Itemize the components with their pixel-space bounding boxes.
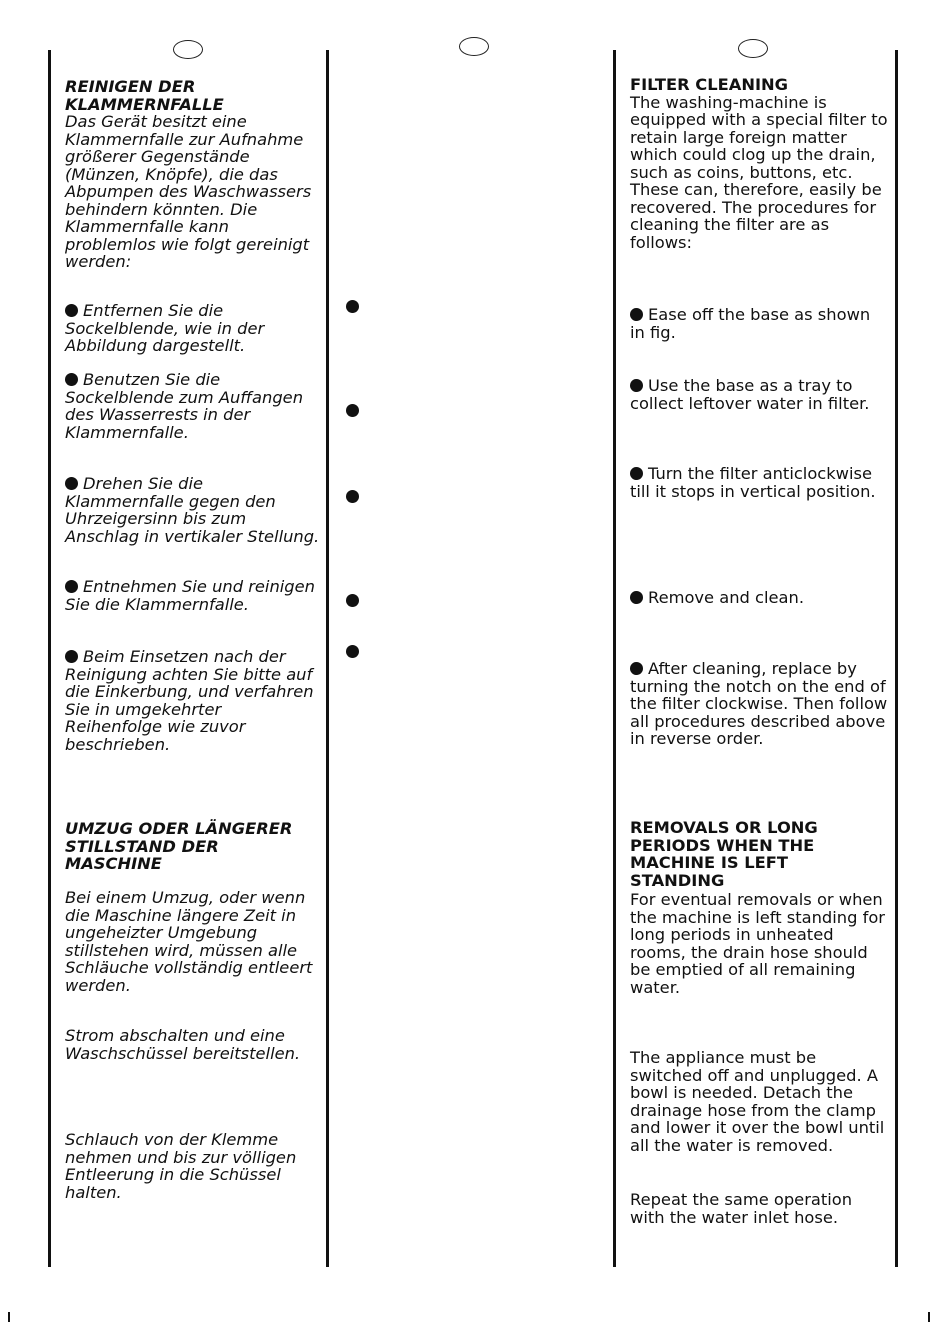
bullet-icon bbox=[65, 580, 78, 593]
bullet-icon bbox=[65, 373, 78, 386]
crop-mark-right bbox=[928, 1312, 930, 1322]
bullet-icon bbox=[630, 308, 643, 321]
middle-bullet-3-icon bbox=[346, 490, 359, 503]
bullet-icon bbox=[630, 662, 643, 675]
english-removal-text-3: Repeat the same operation with the water inlet hose. bbox=[630, 1190, 853, 1227]
english-step-3: Turn the filter anticlockwise till it stops in vertical position. bbox=[630, 464, 876, 501]
bullet-icon bbox=[65, 650, 78, 663]
german-filter-heading: REINIGEN DER KLAMMERNFALLE bbox=[65, 77, 224, 114]
language-oval-german bbox=[173, 40, 203, 59]
middle-bullet-5-icon bbox=[346, 645, 359, 658]
german-removal-text-2: Strom abschalten und eine Waschschüssel bereitstellen. bbox=[65, 1026, 301, 1063]
english-removal-heading: REMOVALS OR LONG PERIODS WHEN THE MACHINE IS LEFT STANDING bbox=[630, 818, 818, 890]
left-column-border bbox=[48, 50, 51, 1267]
german-step-3: Drehen Sie die Klammernfalle gegen den Uhrzeigersinn bis zum Anschlag in vertikaler Stellung. bbox=[65, 474, 320, 546]
language-oval-english bbox=[738, 39, 768, 58]
german-removal-text-3: Schlauch von der Klemme nehmen und bis zur völligen Entleerung in die Schüssel halten. bbox=[65, 1130, 297, 1202]
bullet-icon bbox=[630, 591, 643, 604]
german-step-4: Entnehmen Sie und reinigen Sie die Klammernfalle. bbox=[65, 577, 315, 614]
bullet-icon bbox=[65, 477, 78, 490]
middle-left-column-border bbox=[326, 50, 329, 1267]
english-step-1: Ease off the base as shown in fig. bbox=[630, 305, 871, 342]
german-step-1: Entfernen Sie die Sockelblende, wie in der Abbildung dargestellt. bbox=[65, 301, 265, 355]
middle-bullet-1-icon bbox=[346, 300, 359, 313]
english-step-4: Remove and clean. bbox=[630, 589, 888, 607]
language-oval-middle bbox=[459, 37, 489, 56]
english-filter-heading: FILTER CLEANING bbox=[630, 75, 789, 94]
english-filter-intro: The washing-machine is equipped with a special filter to retain large foreign matter which could clog up the drain, such as coins, buttons, etc. These can, therefore, easily be recovered. The procedures for cleaning the filter are as follows: bbox=[630, 92, 888, 252]
english-step-5: After cleaning, replace by turning the notch on the end of the filter clockwise. Then follow all procedures described above in reverse order. bbox=[630, 659, 888, 748]
crop-mark-left bbox=[8, 1312, 10, 1322]
middle-bullet-2-icon bbox=[346, 404, 359, 417]
english-removal-text-1: For eventual removals or when the machine is left standing for long periods in unheated rooms, the drain hose should be emptied of all remaining water. bbox=[630, 890, 885, 997]
german-removal-text-1: Bei einem Umzug, oder wenn die Maschine längere Zeit in ungeheizter Umgebung stillstehen wird, müssen alle Schläuche vollständig entleert werden. bbox=[65, 888, 313, 995]
middle-right-column-border bbox=[613, 50, 616, 1267]
bullet-icon bbox=[65, 304, 78, 317]
german-removal-heading: UMZUG ODER LÄNGERER STILLSTAND DER MASCHINE bbox=[65, 819, 293, 873]
german-filter-intro: Das Gerät besitzt eine Klammernfalle zur Aufnahme größerer Gegenstände (Münzen, Knöpfe), die das Abpumpen des Waschwassers behindern könnten. Die Klammernfalle kann problemlos wie folgt gereinigt werden: bbox=[65, 112, 312, 271]
german-step-5: Beim Einsetzen nach der Reinigung achten Sie bitte auf die Einkerbung, und verfahren Sie in umgekehrter Reihenfolge wie zuvor beschrieben. bbox=[65, 647, 314, 754]
english-step-2: Use the base as a tray to collect leftover water in filter. bbox=[630, 376, 870, 413]
german-step-2: Benutzen Sie die Sockelblende zum Auffangen des Wasserrests in der Klammernfalle. bbox=[65, 370, 304, 442]
english-removal-text-2: The appliance must be switched off and unplugged. A bowl is needed. Detach the drainage hose from the clamp and lower it over the bowl until all the water is removed. bbox=[630, 1048, 885, 1155]
middle-bullet-4-icon bbox=[346, 594, 359, 607]
bullet-icon bbox=[630, 467, 643, 480]
bullet-icon bbox=[630, 379, 643, 392]
right-column-border bbox=[895, 50, 898, 1267]
